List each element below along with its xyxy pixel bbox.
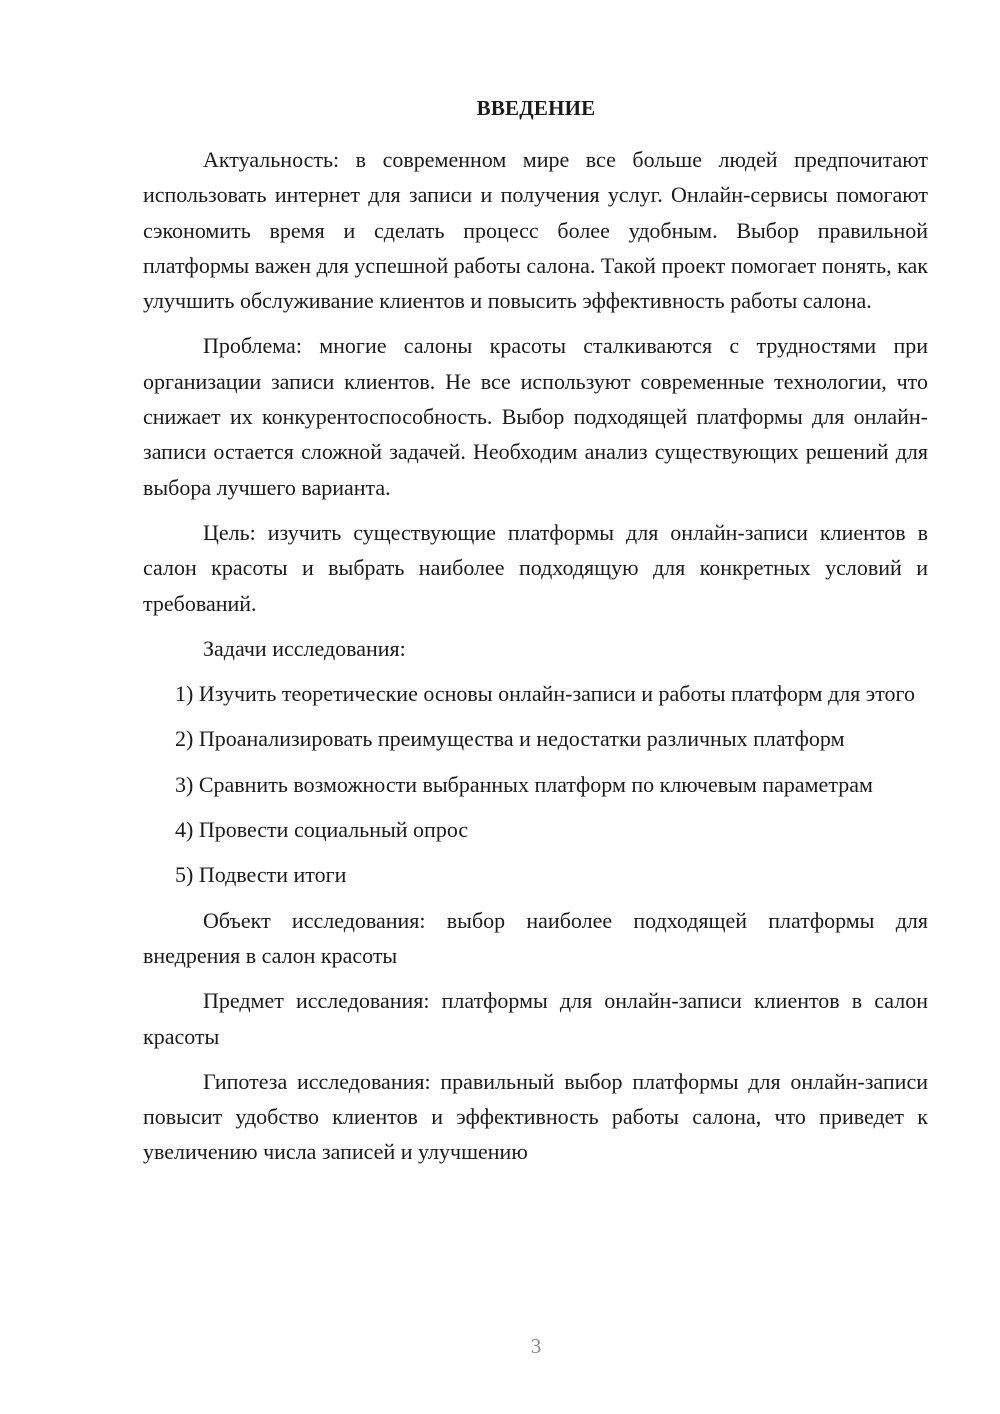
paragraph-subject: Предмет исследования: платформы для онлайн-записи клиентов в салон красоты (143, 988, 928, 1049)
task-item: 5) Подвести итоги (175, 862, 347, 888)
paragraph-hypothesis: Гипотеза исследования: правильный выбор платформы для онлайн-записи повысит удобство клиентов и эффективность работы салона, что приведет к увеличению числа записей и улучшению (143, 1068, 928, 1165)
paragraph-tasks-intro: Задачи исследования: (203, 635, 406, 661)
paragraph-goal: Цель: изучить существующие платформы для онлайн-записи клиентов в салон красоты и выбрать наиболее подходящую для конкретных условий и требований. (143, 519, 928, 616)
task-item: 1) Изучить теоретические основы онлайн-записи и работы платформ для этого (175, 681, 915, 707)
section-heading: ВВЕДЕНИЕ (476, 96, 596, 120)
task-item: 2) Проанализировать преимущества и недостатки различных платформ (175, 726, 845, 752)
paragraph-problem: Проблема: многие салоны красоты сталкиваются с трудностями при организации записи клиентов. Не все используют современные технологии, что снижает их конкурентоспособность. Выбор подходящей платформы для онлайн-записи остается сложной задачей. Необходим анализ существующих решений для выбора лучшего варианта. (143, 333, 928, 500)
paragraph-relevance: Актуальность: в современном мире все больше людей предпочитают использовать интернет для записи и получения услуг. Онлайн-сервисы помогают сэкономить время и сделать процесс более удобным. Выбор правильной платформы важен для успешной работы салона. Такой проект помогает понять, как улучшить обслуживание клиентов и повысить эффективность работы салона. (143, 147, 928, 314)
task-item: 3) Сравнить возможности выбранных платформ по ключевым параметрам (175, 771, 873, 797)
document-body (143, 142, 928, 1170)
task-item: 4) Провести социальный опрос (175, 817, 469, 843)
page-number: 3 (530, 1334, 542, 1358)
paragraph-object: Объект исследования: выбор наиболее подходящей платформы для внедрения в салон красоты (143, 907, 928, 968)
